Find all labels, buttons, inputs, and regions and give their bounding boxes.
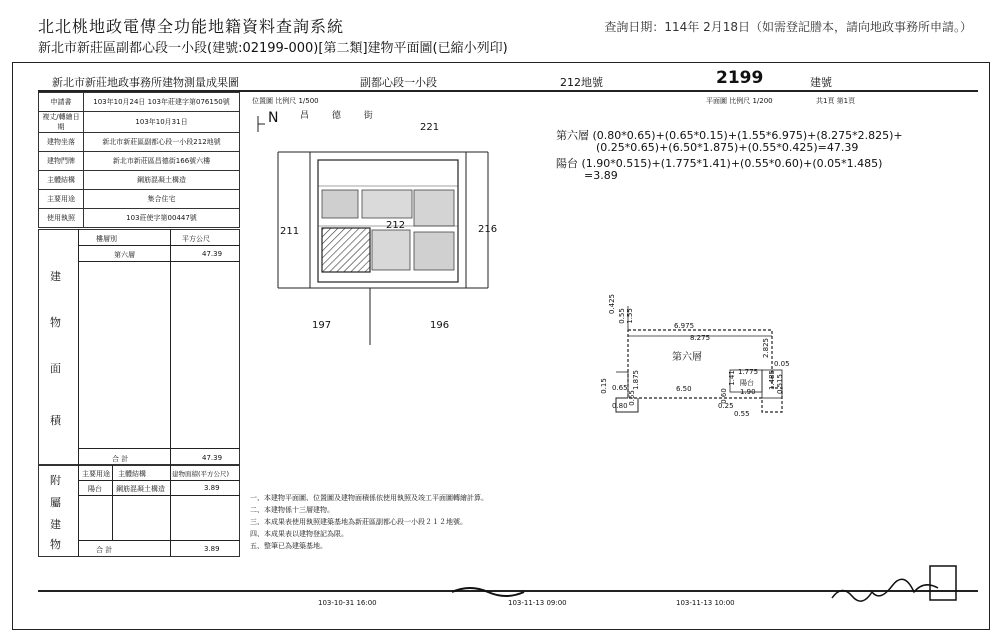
dim-650: 6.50 bbox=[676, 385, 692, 393]
note-2: 二、本建物係十三層建物。 bbox=[250, 506, 334, 514]
signature-mark bbox=[832, 579, 938, 601]
dim-060: 0.60 bbox=[719, 388, 728, 404]
annex-area-header: 建物面積(平方公尺) bbox=[172, 470, 230, 478]
note-1: 一、本建物平面圖、位置圖及建物面積係依使用執照及竣工平面圖轉繪計算。 bbox=[250, 494, 488, 502]
floor-name: 第六層 bbox=[114, 251, 135, 259]
annex-area: 3.89 bbox=[204, 484, 220, 492]
vertical-label-char: 積 bbox=[50, 414, 61, 427]
info-value: 集合住宅 bbox=[84, 190, 240, 209]
annex-structure-header: 主體結構 bbox=[118, 470, 146, 478]
unit-header: 平方公尺 bbox=[182, 235, 210, 243]
road-name: 昌 德 街 bbox=[300, 111, 383, 121]
dim-065: 0.65 bbox=[612, 384, 628, 392]
dim-005: 0.05 bbox=[774, 360, 790, 368]
query-date: 查詢日期：114年 2月18日（如需登記謄本，請向地政事務所申請。） bbox=[604, 20, 972, 34]
info-label: 主要用途 bbox=[39, 190, 84, 209]
approve-date: 103-11-13 10:00 bbox=[676, 599, 735, 607]
info-label: 複丈/轉繪日期 bbox=[39, 112, 84, 133]
site-scale: 位置圖 比例尺 1/500 bbox=[252, 97, 319, 105]
info-value: 鋼筋混凝土構造 bbox=[84, 171, 240, 190]
dim-0515: 0.515 bbox=[776, 373, 785, 395]
floor-plan-label: 第六層 bbox=[672, 352, 702, 363]
area-subtotal-label: 合 計 bbox=[112, 455, 129, 463]
north-label: N bbox=[268, 110, 279, 126]
survey-date: 103-10-31 16:00 bbox=[318, 599, 377, 607]
dim-025: 0.25 bbox=[718, 402, 734, 410]
info-label: 主體結構 bbox=[39, 171, 84, 190]
note-3: 三、本成果表使用執照建築基地為新莊區副都心段一小段２１２地號。 bbox=[250, 518, 467, 526]
annex-use: 陽台 bbox=[88, 485, 102, 493]
info-value: 新北市新莊區昌德街166號六樓 bbox=[84, 152, 240, 171]
dim-141: 1.41 bbox=[727, 370, 736, 386]
lot-216: 216 bbox=[478, 224, 498, 235]
dim-065b: 0.65 bbox=[627, 390, 636, 406]
dim-8275: 8.275 bbox=[690, 334, 711, 342]
annex-vertical-char: 物 bbox=[50, 538, 61, 551]
vertical-label-char: 面 bbox=[50, 362, 61, 375]
page-indicator: 共1頁 第1頁 bbox=[816, 97, 856, 105]
dim-155: 1.55 bbox=[625, 308, 634, 324]
section-name: 副都心段一小段 bbox=[360, 76, 437, 89]
dim-015: 0.15 bbox=[599, 378, 608, 394]
lot-197: 197 bbox=[312, 320, 332, 331]
dim-055b: 0.55 bbox=[734, 410, 750, 418]
annex-total: 3.89 bbox=[204, 545, 220, 553]
seal-stamp bbox=[930, 566, 956, 600]
floor-area: 47.39 bbox=[202, 250, 223, 258]
dim-2825: 2.825 bbox=[762, 337, 771, 359]
dim-055: 0.55 bbox=[617, 308, 626, 324]
dim-6975: 6.975 bbox=[674, 322, 695, 330]
note-5: 五、整筆已為建築基地。 bbox=[250, 542, 327, 550]
info-value: 103莊使字第00447號 bbox=[84, 209, 240, 228]
annex-vertical-char: 附 bbox=[50, 474, 61, 487]
lot-221: 221 bbox=[420, 122, 440, 133]
info-label: 建物坐落 bbox=[39, 133, 84, 152]
annex-structure: 鋼筋混凝土構造 bbox=[116, 485, 165, 493]
annex-vertical-char: 屬 bbox=[50, 496, 61, 509]
vertical-label-char: 物 bbox=[50, 316, 61, 329]
lot-211: 211 bbox=[280, 226, 300, 237]
lot-212: 212 bbox=[386, 220, 406, 231]
annex-use-header: 主要用途 bbox=[82, 470, 110, 478]
floor-formula-line1: 第六層 (0.80*0.65)+(0.65*0.15)+(1.55*6.975)+(8.275*2.825)+ bbox=[556, 129, 903, 142]
check-date: 103-11-13 09:00 bbox=[508, 599, 567, 607]
info-label: 申請書 bbox=[39, 93, 84, 112]
dim-1485: 1.485 bbox=[768, 369, 777, 391]
annex-total-label: 合 計 bbox=[96, 546, 113, 554]
building-number: 2199 bbox=[716, 68, 764, 88]
dim-1775: 1.775 bbox=[738, 368, 759, 376]
vertical-label-char: 建 bbox=[50, 270, 61, 283]
dim-190: 1.90 bbox=[740, 388, 756, 396]
balcony-label: 陽台 bbox=[740, 379, 754, 387]
building-number-label: 建號 bbox=[810, 76, 832, 89]
plan-scale: 平面圖 比例尺 1/200 bbox=[706, 97, 773, 105]
balcony-formula-line2: =3.89 bbox=[584, 169, 618, 182]
floor-header: 樓層別 bbox=[96, 235, 117, 243]
area-subtotal: 47.39 bbox=[202, 454, 223, 462]
lot-196: 196 bbox=[430, 320, 450, 331]
dim-080: 0.80 bbox=[612, 402, 628, 410]
note-4: 四、本成果表以建物登記為限。 bbox=[250, 530, 348, 538]
info-value: 新北市新莊區副都心段一小段212地號 bbox=[84, 133, 240, 152]
floor-formula-line2: (0.25*0.65)+(6.50*1.875)+(0.55*0.425)=47.39 bbox=[596, 141, 859, 154]
info-label: 使用執照 bbox=[39, 209, 84, 228]
annex-vertical-char: 建 bbox=[50, 518, 61, 531]
balcony-formula-line1: 陽台 (1.90*0.515)+(1.775*1.41)+(0.55*0.60)+(0.05*1.485) bbox=[556, 157, 883, 170]
signature-mark bbox=[452, 588, 524, 596]
parcel-number: 212地號 bbox=[560, 76, 603, 89]
dim-0425: 0.425 bbox=[608, 293, 617, 315]
info-value: 103年10月24日 103年莊建字第076150號 bbox=[84, 93, 240, 112]
document-subtitle: 新北市新莊區副都心段一小段(建號:02199-000)[第二類]建物平面圖(已縮小列印) bbox=[38, 41, 508, 56]
info-value: 103年10月31日 bbox=[84, 112, 240, 133]
dim-1875: 1.875 bbox=[632, 369, 641, 391]
office-title: 新北市新莊地政事務所建物測量成果圖 bbox=[52, 76, 239, 89]
info-label: 建物門牌 bbox=[39, 152, 84, 171]
system-title: 北北桃地政電傳全功能地籍資料查詢系統 bbox=[38, 17, 345, 36]
